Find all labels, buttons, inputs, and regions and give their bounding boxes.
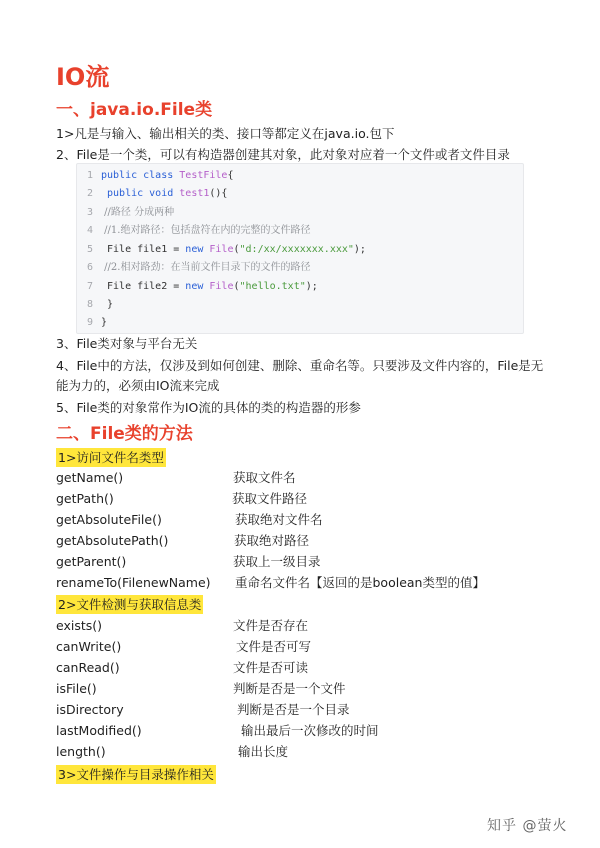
method-description: 获取上一级目录: [233, 554, 321, 569]
method-row: [56, 637, 312, 657]
code-keyword: new: [185, 244, 210, 255]
code-line: [77, 296, 523, 314]
method-name: canWrite(): [56, 639, 122, 654]
method-row: [56, 721, 379, 741]
method-row: [56, 510, 323, 530]
code-class-name: TestFile: [179, 170, 228, 181]
code-comment: //2.相对路劲：在当前文件目录下的文件的路径: [101, 262, 311, 273]
method-description: 获取文件路径: [232, 491, 308, 506]
method-description: 重命名文件名【返回的是boolean类型的值】: [235, 575, 485, 590]
code-line: [77, 259, 523, 277]
method-row: [56, 573, 485, 593]
paragraph-3: 3、File类对象与平台无关: [56, 336, 198, 351]
code-block: [76, 163, 524, 334]
highlight-label-group-1: 1>访问文件名类型: [58, 450, 164, 465]
line-number: 5: [86, 244, 93, 255]
code-line: [77, 167, 523, 185]
code-keyword: public void: [101, 188, 180, 199]
watermark: 知乎 @萤火: [487, 818, 568, 834]
code-method-name: test1: [179, 188, 210, 199]
method-row: [56, 658, 309, 678]
highlight-label-group-2: 2>文件检测与获取信息类: [58, 597, 202, 612]
method-description: 获取绝对路径: [234, 533, 310, 548]
code-punct: );: [305, 281, 318, 292]
line-number: 3: [86, 207, 93, 218]
code-comment: //路径 分成两种: [101, 207, 175, 218]
method-name: getPath(): [56, 491, 114, 506]
method-description: 输出最后一次修改的时间: [241, 723, 379, 738]
code-text: File file2 =: [101, 281, 186, 292]
section-heading-file-class: 一、java.io.File类: [56, 100, 213, 120]
code-class-name: File: [209, 244, 234, 255]
code-keyword: public class: [101, 170, 180, 181]
method-row: [56, 616, 309, 636]
line-number: 9: [86, 317, 93, 328]
method-name: renameTo(FilenewName): [56, 575, 211, 590]
method-name: length(): [56, 744, 106, 759]
line-number: 6: [86, 262, 93, 273]
method-name: isFile(): [56, 681, 97, 696]
code-string: "hello.txt": [239, 281, 306, 292]
method-description: 文件是否可读: [233, 660, 309, 675]
method-row: [56, 489, 308, 509]
method-description: 获取文件名: [233, 470, 296, 485]
method-description: 判断是否是一个目录: [237, 702, 350, 717]
highlight-label-group-3: 3>文件操作与目录操作相关: [58, 767, 214, 782]
line-number: 4: [86, 225, 93, 236]
code-comment: //1.绝对路径：包括盘符在内的完整的文件路径: [101, 225, 311, 236]
code-line: [77, 278, 523, 296]
method-name: lastModified(): [56, 723, 142, 738]
code-text: File file1 =: [101, 244, 186, 255]
method-description: 文件是否存在: [233, 618, 309, 633]
method-name: canRead(): [56, 660, 120, 675]
paragraph-2: 2、File是一个类，可以有构造器创建其对象，此对象对应着一个文件或者文件目录: [56, 147, 510, 162]
code-line: [77, 222, 523, 240]
line-number: 7: [86, 281, 93, 292]
code-line: [77, 185, 523, 203]
method-name: getParent(): [56, 554, 127, 569]
method-row: [56, 468, 296, 488]
code-keyword: new: [185, 281, 210, 292]
method-description: 文件是否可写: [236, 639, 312, 654]
section-heading-file-methods: 二、File类的方法: [56, 424, 193, 444]
code-line: [77, 314, 523, 332]
method-row: [56, 700, 350, 720]
code-punct: );: [353, 244, 366, 255]
method-description: 判断是否是一个文件: [233, 681, 346, 696]
method-name: getName(): [56, 470, 124, 485]
code-punct: {: [227, 170, 234, 181]
method-name: isDirectory: [56, 702, 124, 717]
paragraph-5: 5、File类的对象常作为IO流的具体的类的构造器的形参: [56, 400, 361, 415]
method-name: exists(): [56, 618, 103, 633]
code-class-name: File: [209, 281, 234, 292]
line-number: 1: [86, 170, 93, 181]
method-row: [56, 552, 321, 572]
code-punct: (){: [209, 188, 228, 199]
method-description: 获取绝对文件名: [235, 512, 323, 527]
method-row: [56, 742, 289, 762]
code-punct: (: [233, 244, 240, 255]
code-punct: (: [233, 281, 240, 292]
code-line: [77, 241, 523, 259]
line-number: 8: [86, 299, 93, 310]
method-row: [56, 679, 346, 699]
method-description: 输出长度: [238, 744, 289, 759]
paragraph-1: 1>凡是与输入、输出相关的类、接口等都定义在java.io.包下: [56, 126, 395, 141]
code-punct: }: [101, 317, 108, 328]
method-name: getAbsoluteFile(): [56, 512, 162, 527]
code-punct: }: [101, 299, 114, 310]
line-number: 2: [86, 188, 93, 199]
method-name: getAbsolutePath(): [56, 533, 169, 548]
paragraph-4: 4、File中的方法，仅涉及到如何创建、删除、重命名等。只要涉及文件内容的，File是无能为力的，必须由IO流来完成: [56, 358, 544, 393]
method-row: [56, 531, 310, 551]
page-title: IO流: [56, 63, 110, 91]
code-line: [77, 204, 523, 222]
code-string: "d:/xx/xxxxxxx.xxx": [239, 244, 354, 255]
